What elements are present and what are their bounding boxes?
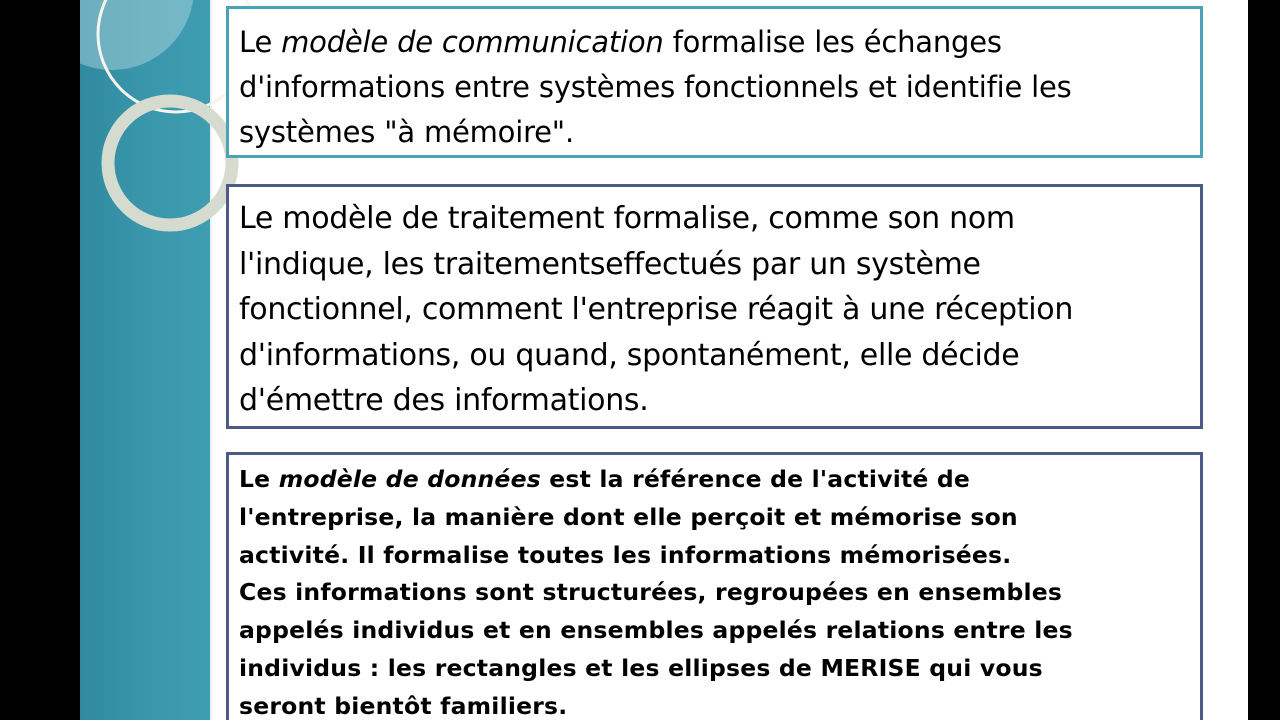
communication-model-text: formalise les échanges d'informations entre systèmes fonctionnels et identifie les systèmes "à mémoire". — [239, 25, 1072, 149]
data-model-prefix: Le — [239, 465, 279, 493]
decorative-thick-ring — [108, 101, 232, 225]
data-model-box — [226, 452, 1203, 720]
data-model-text: est la référence de l'activité de l'entreprise, la manière dont elle perçoit et mémorise son activité. Il formalise toutes les informations mémorisées. Ces informations sont structurées, regroupées en ensembles appelés individus et en ensembles appelés relations entre les individus : les rectangles et les ellipses de MERISE qui vous seront bientôt familiers. — [239, 465, 1073, 720]
data-model-term: modèle de données — [278, 465, 541, 493]
communication-model-term: modèle de communication — [281, 25, 664, 59]
processing-model-box — [226, 184, 1203, 429]
communication-prefix: Le — [239, 25, 282, 59]
communication-model-box — [226, 6, 1203, 158]
presentation-slide — [80, 0, 1248, 720]
processing-model-text: Le modèle de traitement formalise, comme son nom l'indique, les traitementseffectués par un système fonctionnel, comment l'entreprise réagit à une réception d'informations, ou quand, spontanément, elle décide d'émettre des informations. — [239, 201, 1074, 418]
